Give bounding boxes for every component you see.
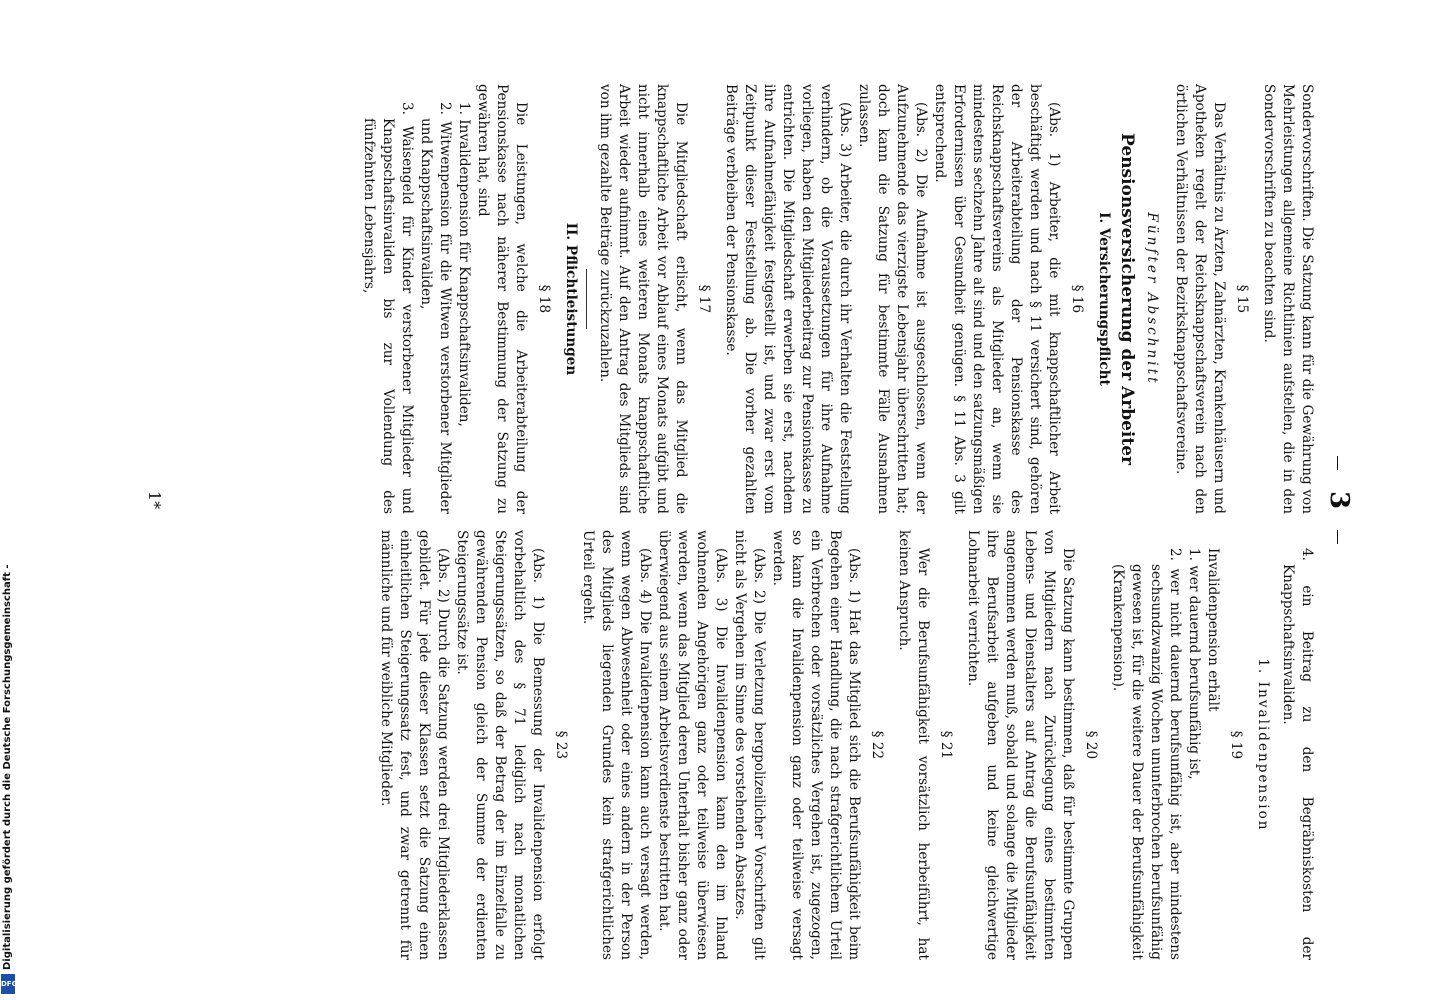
- page-header: [1324, 0, 1354, 1000]
- paragraph: (Abs. 2) Die Verletzung bergpolizeilicher Vorschriften gilt nicht als Vergehen im Sinne des vorstehenden Absatzes.: [732, 530, 767, 960]
- subheading: I. Versicherungspflicht: [1096, 212, 1112, 386]
- section-heading: § 19: [1228, 730, 1244, 760]
- chapter-title: Pensionsversicherung der Arbeiter: [1117, 133, 1137, 465]
- right-column: [376, 530, 1316, 960]
- section-heading: § 21: [938, 730, 954, 760]
- section-heading: § 23: [553, 730, 569, 760]
- section-heading: § 17: [696, 284, 712, 314]
- paragraph: Die Mitgliedschaft erlischt, wenn das Mitglied die knappschaftliche Arbeit vor Ablauf eines Monats aufgibt und nicht innerhalb eines weiteren Monats knappschaftliche Arbeit wieder aufnimmt. Auf den Antrag des Mitglieds sind von ihm gezahlte Beiträge zurückzuzahlen.: [597, 84, 689, 514]
- paragraph: (Abs. 1) Die Bemessung der Invalidenpension erfolgt vorbehaltlich des § 71 lediglich nach monatlichen Steigerungssätzen, so daß der Betrag der im Einzelfalle zu gewährenden Pension gleich der Summe der erdienten Steigerungssätze ist.: [454, 530, 546, 960]
- divider: [586, 269, 587, 329]
- left-column: [359, 84, 1316, 514]
- section-heading: § 16: [1069, 284, 1085, 314]
- dfg-logo-icon: DFG: [1, 974, 15, 994]
- section-heading: § 20: [1083, 730, 1099, 760]
- list-item: 2. wer nicht dauernd berufsunfähig ist, aber mindestens sechsundzwanzig Wochen ununterbrochen berufsunfähig gewesen ist, für die weitere Dauer der Berufsunfähigkeit (Krankenpension).: [1110, 548, 1183, 960]
- chapter-heading: Fünfter Abschnitt: [1144, 212, 1160, 386]
- paragraph: (Abs. 3) Arbeiter, die durch ihr Verhalten die Feststellung verhindern, ob die Voraussetzungen für ihre Aufnahme vorliegen, haben den Mitgliederbeitrag zur Pensionskasse zu entrichten. Die Mitgliedschaft erwerben sie erst, nachdem ihre Aufnahmefähigkeit festgestellt ist, und zwar erst vom Zeitpunkt dieser Feststellung ab. Die vorher gezahlten Beiträge verbleiben der Pensionskasse.: [723, 84, 853, 514]
- paragraph: (Abs. 2) Die Aufnahme ist ausgeschlossen, wenn der Aufzunehmende das vierzigste Lebensjahr überschritten hat; doch kann die Satzung für bestimmte Fälle Ausnahmen zulassen.: [856, 84, 929, 514]
- paragraph: (Abs. 2) Durch die Satzung werden drei Mitgliederklassen gebildet. Für jede dieser Klassen setzt die Satzung einen einheitlichen Steigerungssatz fest, und zwar getrennt für männliche und für weibliche Mitglieder.: [378, 530, 451, 960]
- section-heading: § 15: [1234, 284, 1250, 314]
- list-item: 2. Witwenpension für die Witwen verstorbener Mitglieder und Knappschaftsinvaliden,: [418, 102, 453, 514]
- paragraph: Sondervorschriften. Die Satzung kann für die Gewährung von Mehrleistungen allgemeine Richtlinien aufstellen, die in den Sondervorschriften zu beachten sind.: [1261, 84, 1315, 514]
- paragraph: (Abs. 1) Arbeiter, die mit knappschaftlicher Arbeit beschäftigt werden und nach § 11 versichert sind, gehören der Arbeiterabteilung der Pensionskasse des Reichsknappschaftsvereins als Mitglieder an, wenn sie mindestens sechzehn Jahre alt sind und den satzungsmäßigen Erfordernissen über Gesundheit genügen. § 11 Abs. 3 gilt entsprechend.: [932, 84, 1062, 514]
- header-dash-left: [1338, 456, 1339, 470]
- section-heading: § 22: [869, 730, 885, 760]
- subheading: II. Pflichtleistungen: [563, 222, 579, 376]
- section-heading: § 18: [536, 284, 552, 314]
- signature-mark: 1*: [145, 490, 164, 510]
- digitization-credit: [0, 0, 16, 1000]
- paragraph: Die Leistungen, welche die Arbeiterabteilung der Pensionskasse nach näherer Bestimmung der Satzung zu gewähren hat, sind: [475, 84, 529, 514]
- paragraph: (Abs. 3) Die Invalidenpension kann den im Inland wohnenden Angehörigen ganz oder teilweise überwiesen werden, wenn das Mitglied deren Unterhalt bisher ganz oder überwiegend aus seinem Arbeitsverdienste bestritten hat.: [656, 530, 729, 960]
- header-dash-right: [1338, 530, 1339, 544]
- paragraph: Die Satzung kann bestimmen, daß für bestimmte Gruppen von Mitgliedern nach Zurücklegung eines bestimmten Lebens- und Dienstalters auf Antrag die Berufsunfähigkeit angenommen werden muß, sobald und solange die Mitglieder ihre Berufsarbeit aufgeben und keine gleichwertige Lohnarbeit verrichten.: [965, 530, 1076, 960]
- credit-text: Digitalisierung gefördert durch die Deutsche Forschungsgemeinschaft -: [2, 564, 13, 970]
- list-item: 3. Waisengeld für Kinder verstorbener Mitglieder und Knappschaftsinvaliden bis zur Vollendung des fünfzehnten Lebensjahrs,: [361, 102, 415, 514]
- subheading: 1. Invalidenpension: [1255, 658, 1271, 832]
- paragraph: (Abs. 4) Die Invalidenpension kann auch versagt werden, wenn wegen Abwesenheit oder eines andern in der Person des Mitglieds liegenden Grundes kein strafgerichtliches Urteil ergeht.: [580, 530, 653, 960]
- list-item: 4. ein Beitrag zu den Begräbniskosten der Knappschaftsinvaliden.: [1280, 548, 1315, 960]
- list-item: 1. Invalidenpension für Knappschaftsinvaliden,: [456, 102, 472, 427]
- paragraph: Das Verhältnis zu Ärzten, Zahnärzten, Krankenhäusern und Apotheken regelt der Reichsknappschaftsverein nach den örtlichen Verhältnissen der Bezirksknappschaftsvereine.: [1173, 84, 1227, 514]
- list-item: 1. wer dauernd berufsunfähig ist,: [1186, 548, 1202, 780]
- paragraph: Wer die Berufsunfähigkeit vorsätzlich herbeiführt, hat keinen Anspruch.: [896, 530, 931, 960]
- paragraph: Invalidenpension erhält: [1205, 548, 1221, 712]
- page-number: 3: [1324, 490, 1354, 510]
- paragraph: (Abs. 1) Hat das Mitglied sich die Berufsunfähigkeit beim Begehen einer Handlung, die nach strafgerichtlichem Urteil ein Verbrechen oder vorsätzliches Vergehen ist, zugezogen, so kann die Invalidenpension ganz oder teilweise versagt werden.: [770, 530, 862, 960]
